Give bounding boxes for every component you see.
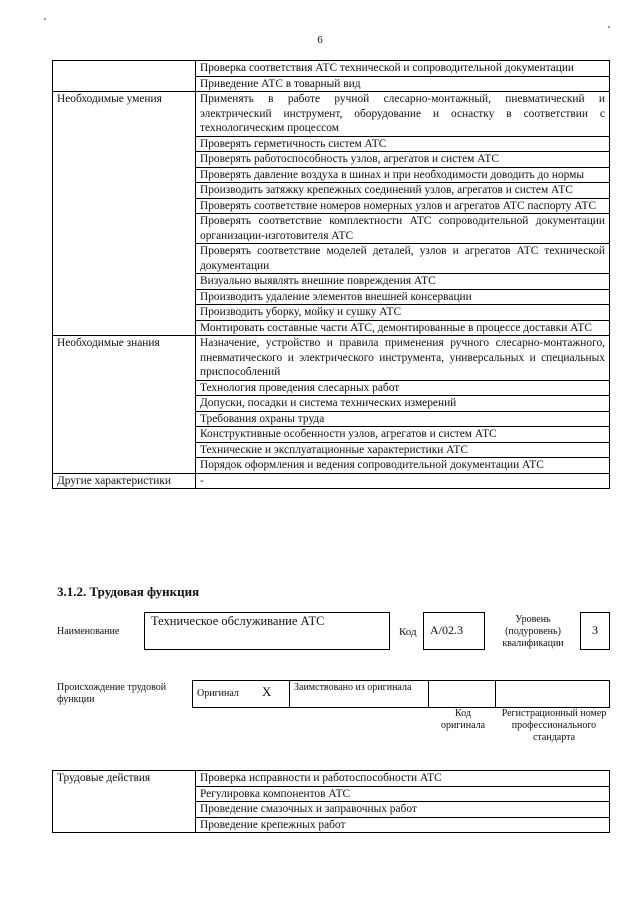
table-cell: Допуски, посадки и система технических измерений <box>196 396 610 412</box>
page-number: 6 <box>317 34 323 46</box>
table-cell: Технические и эксплуатационные характеристики АТС <box>196 442 610 458</box>
original-label: Оригинал <box>197 688 239 699</box>
origin-label: Происхождение трудовой функции <box>57 682 167 705</box>
table-cell: Производить уборку, мойку и сушку АТС <box>196 305 610 321</box>
table-row <box>53 61 610 77</box>
table-cell: Проверять соответствие моделей деталей, узлов и агрегатов АТС технической документации <box>196 244 610 274</box>
table-cell: Проверять соответствие комплектности АТС сопроводительной документации организации-изготовителя АТС <box>196 214 610 244</box>
table-row <box>53 771 610 787</box>
table-cell: Монтировать составные части АТС, демонтированные в процессе доставки АТС <box>196 320 610 336</box>
table-cell: Конструктивные особенности узлов, агрегатов и систем АТС <box>196 427 610 443</box>
origin-code-caption: Код оригинала <box>440 708 486 731</box>
level-field <box>580 612 610 650</box>
table-cell: Проведение крепежных работ <box>196 817 610 833</box>
table-cell: Назначение, устройство и правила применения ручного слесарно-монтажного, пневматического и электрического инструмента, универсальных и специальных приспособлений <box>196 336 610 381</box>
code-field <box>423 612 485 650</box>
table-cell: Требования охраны труда <box>196 411 610 427</box>
skills-table <box>52 60 610 489</box>
table-cell: Приведение АТС в товарный вид <box>196 76 610 92</box>
table-cell: Проведение смазочных и заправочных работ <box>196 802 610 818</box>
table-cell: Применять в работе ручной слесарно-монтажный, пневматический и электрический инструмент, оборудование и оснастку в соответствии с технологическим процессом <box>196 92 610 137</box>
name-label: Наименование <box>57 626 120 637</box>
row-label-knowledge: Необходимые знания <box>53 336 196 474</box>
table-cell: Визуально выявлять внешние повреждения АТС <box>196 274 610 290</box>
reg-number-caption: Регистрационный номер профессионального стандарта <box>501 708 607 743</box>
table-cell: Проверять работоспособность узлов, агрегатов и систем АТС <box>196 152 610 168</box>
table-cell: Порядок оформления и ведения сопроводительной документации АТС <box>196 458 610 474</box>
row-label-skills: Необходимые умения <box>53 92 196 336</box>
origin-divider <box>495 680 496 708</box>
original-mark: X <box>262 684 272 699</box>
table-cell: Технология проведения слесарных работ <box>196 380 610 396</box>
scan-speck <box>44 18 46 20</box>
labor-actions-table <box>52 770 610 833</box>
table-cell: Проверять давление воздуха в шинах и при необходимости доводить до нормы <box>196 167 610 183</box>
table-row <box>53 336 610 381</box>
row-label-actions: Трудовые действия <box>53 771 196 833</box>
level-label: Уровень (подуровень) квалификации <box>502 614 564 649</box>
row-label-continuation <box>53 61 196 92</box>
section-heading: 3.1.2. Трудовая функция <box>57 584 200 599</box>
table-cell: Проверять соответствие номеров номерных узлов и агрегатов АТС паспорту АТС <box>196 198 610 214</box>
name-value: Техническое обслуживание АТС <box>151 614 325 628</box>
table-row <box>53 473 610 489</box>
scan-speck <box>608 26 610 28</box>
table-cell: - <box>196 473 610 489</box>
row-label-other: Другие характеристики <box>53 473 196 489</box>
table-cell: Проверять герметичность систем АТС <box>196 136 610 152</box>
origin-divider <box>428 680 429 708</box>
code-value: A/02.3 <box>430 623 463 637</box>
table-cell: Проверка исправности и работоспособности АТС <box>196 771 610 787</box>
name-field <box>144 612 390 650</box>
table-row <box>53 92 610 137</box>
level-value: 3 <box>592 623 598 637</box>
table-cell: Производить затяжку крепежных соединений узлов, агрегатов и систем АТС <box>196 183 610 199</box>
table-cell: Регулировка компонентов АТС <box>196 786 610 802</box>
table-cell: Производить удаление элементов внешней консервации <box>196 289 610 305</box>
borrowed-label: Заимствовано из оригинала <box>294 682 412 693</box>
table-cell: Проверка соответствия АТС технической и сопроводительной документации <box>196 61 610 77</box>
code-label: Код <box>399 626 417 638</box>
origin-divider <box>289 680 290 708</box>
